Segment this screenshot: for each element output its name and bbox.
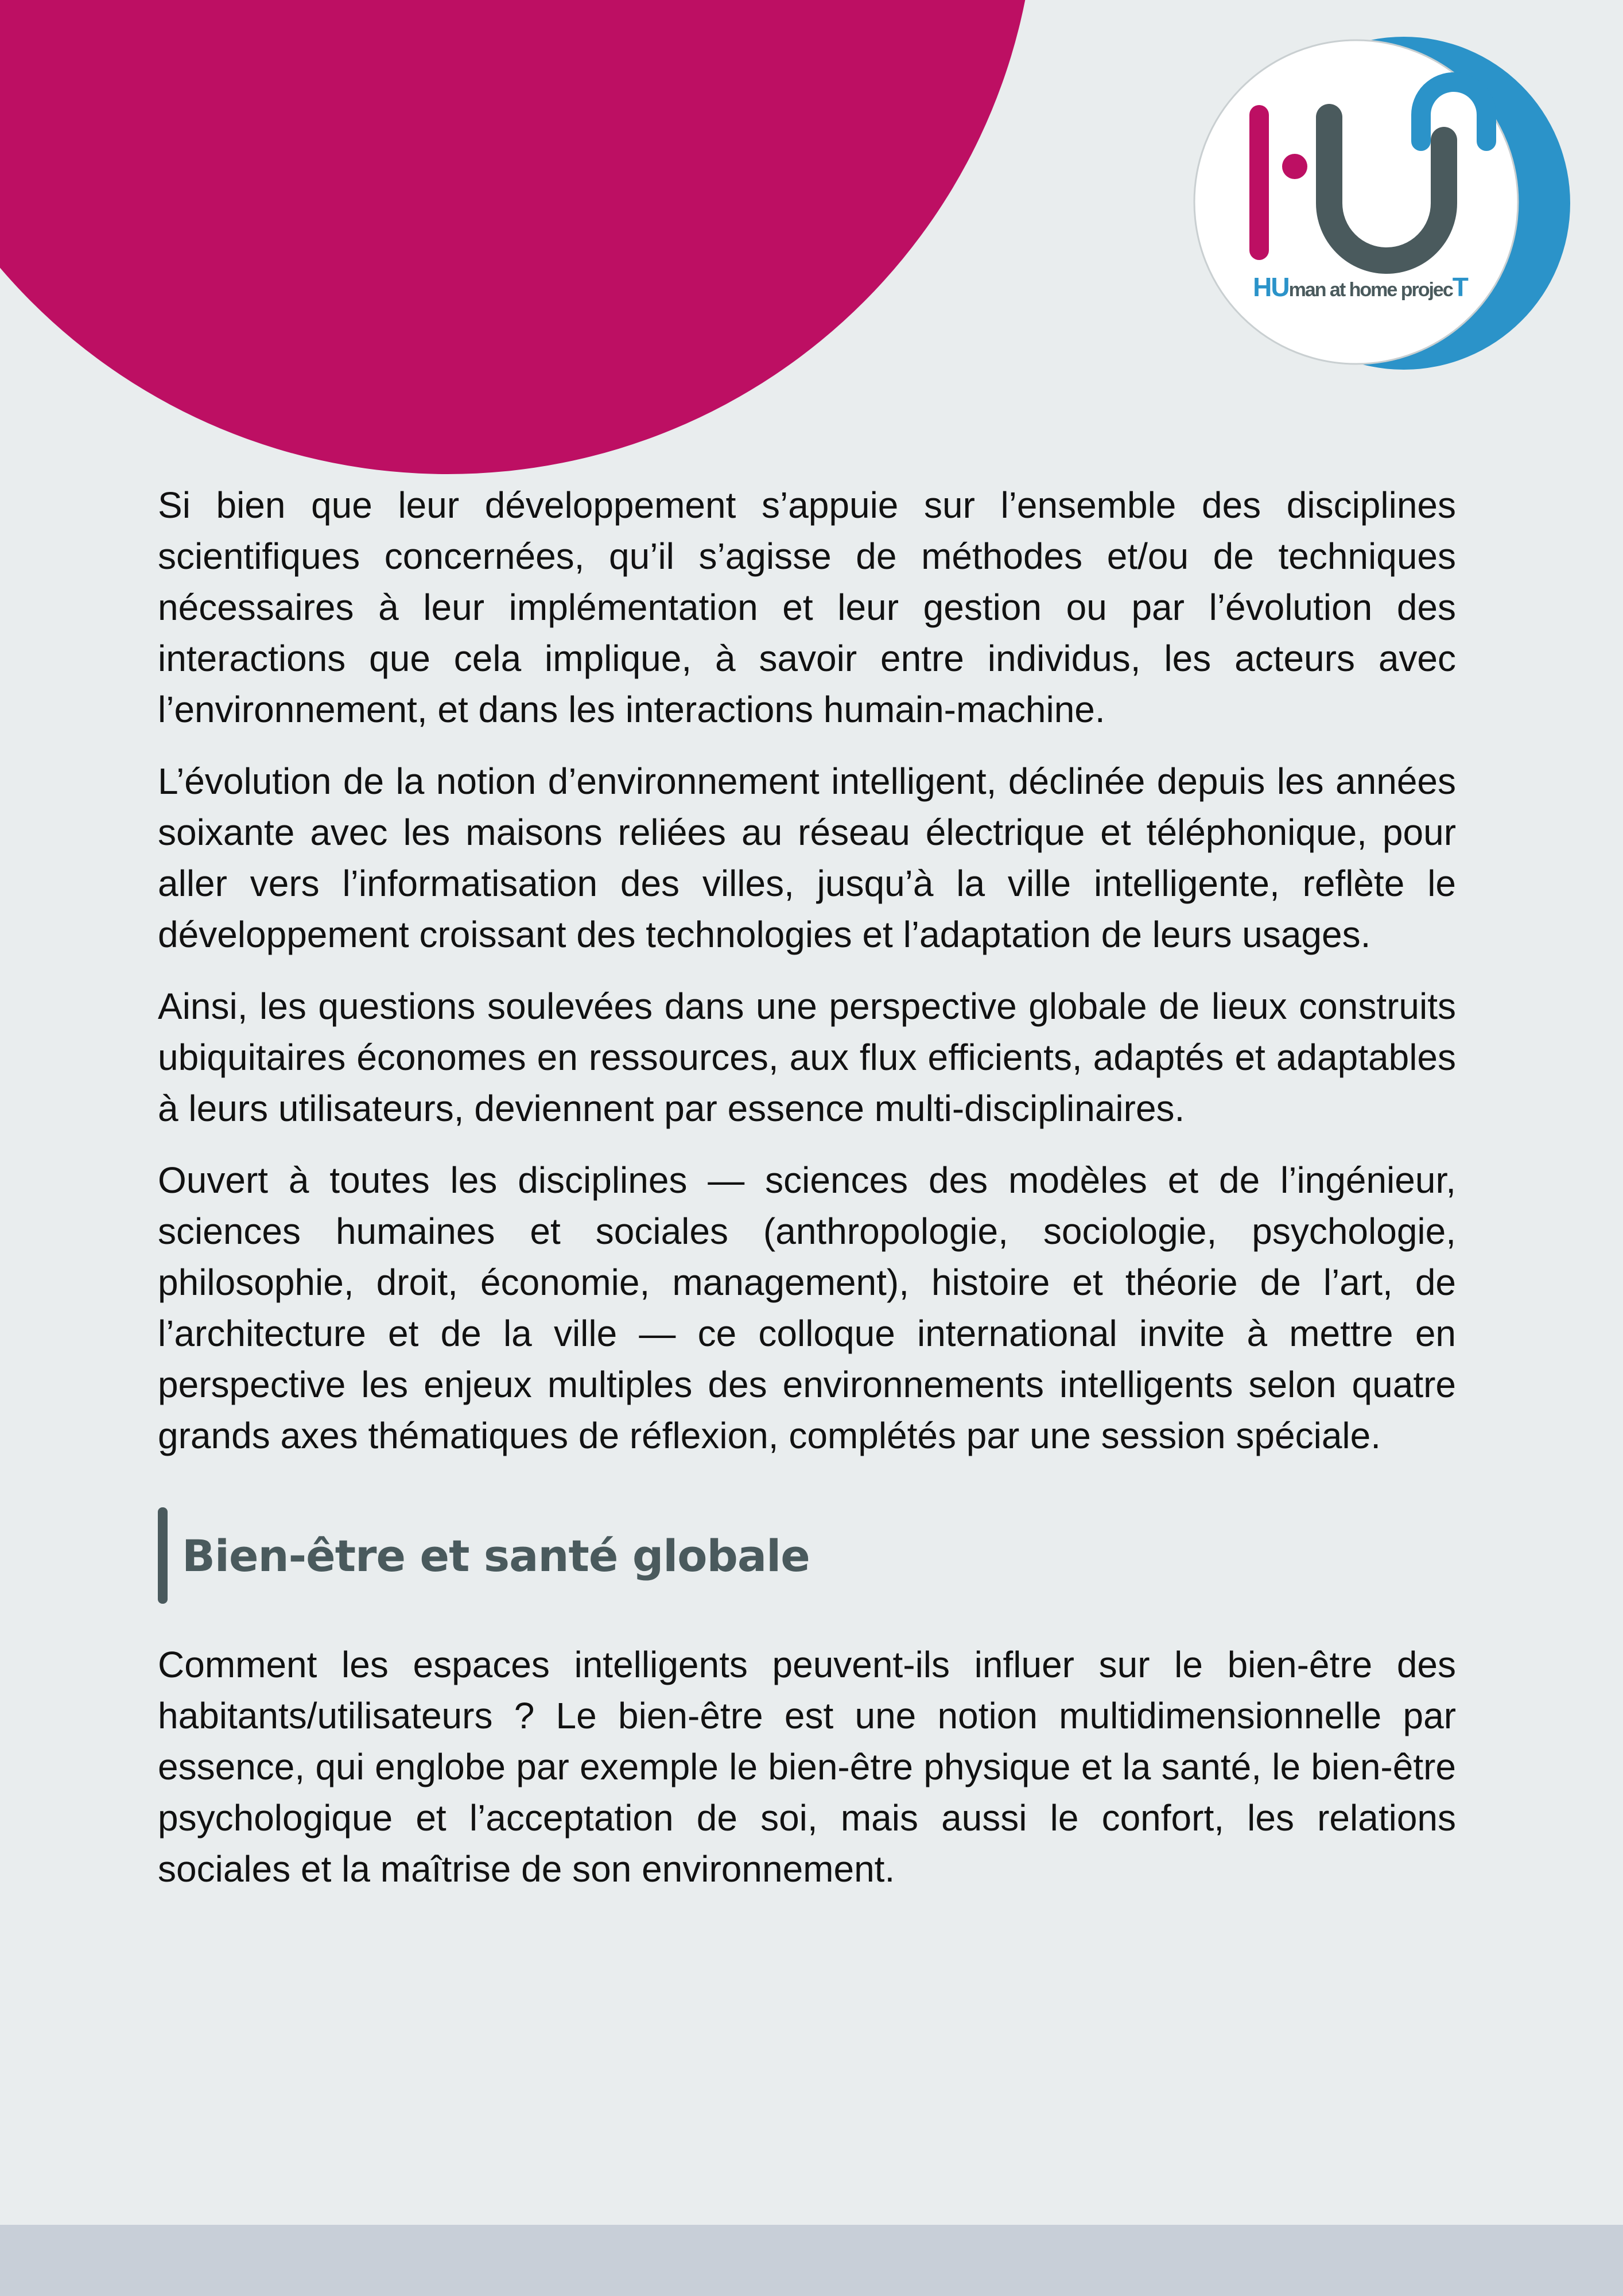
main-content <box>158 480 1456 1915</box>
heading-accent-bar <box>158 1507 168 1604</box>
section-paragraph: Comment les espaces intelligents peuvent-ils influer sur le bien-être des habitants/utilisateurs ? Le bien-être est une notion multidimensionnelle par essence, qui englobe par exemple le bien-être physique et la santé, le bien-être psychologique et l’acceptation de soi, mais aussi le confort, les relations sociales et la maîtrise de son environnement. <box>158 1644 1456 1890</box>
body-paragraph: L’évolution de la notion d’environnement intelligent, déclinée depuis les années soixante avec les maisons reliées au réseau électrique et téléphonique, pour aller vers l’informatisation des villes, jusqu’à la ville intelligente, reflète le développement croissant des technologies et l’adaptation de leurs usages. <box>158 761 1456 955</box>
logo-wordmark-t: T <box>1452 272 1467 302</box>
body-paragraph: Ouvert à toutes les disciplines — sciences des modèles et de l’ingénieur, sciences humaines et sociales (anthropologie, sociologie, psychologie, philosophie, droit, économie, management), histoire et théorie de l’art, de l’architecture et de la ville — ce colloque international invite à mettre en perspective les enjeux multiples des environnements intelligents selon quatre grands axes thématiques de réflexion, complétés par une session spéciale. <box>158 1159 1456 1456</box>
hu-project-logo <box>1191 37 1571 370</box>
logo-wordmark-middle: man at home projec <box>1288 279 1453 301</box>
body-paragraph: Si bien que leur développement s’appuie sur l’ensemble des disciplines scientifiques concernées, qu’il s’agisse de méthodes et/ou de techniques nécessaires à leur implémentation et leur gestion ou par l’évolution des interactions que cela implique, à savoir entre individus, les acteurs avec l’environnement, et dans les interactions humain-machine. <box>158 484 1456 730</box>
section-heading <box>158 1507 1456 1604</box>
body-paragraph: Ainsi, les questions soulevées dans une perspective globale de lieux construits ubiquitaires économes en ressources, aux flux efficients, adaptés et adaptables à leurs utilisateurs, deviennent par essence multi-disciplinaires. <box>158 986 1456 1129</box>
decorative-magenta-circle <box>0 0 1036 474</box>
footer-band <box>0 2225 1623 2296</box>
logo-wordmark-hu: HU <box>1253 272 1289 302</box>
section-heading-text: Bien-être et santé globale <box>182 1530 810 1581</box>
hu-monogram-icon <box>1191 37 1571 370</box>
